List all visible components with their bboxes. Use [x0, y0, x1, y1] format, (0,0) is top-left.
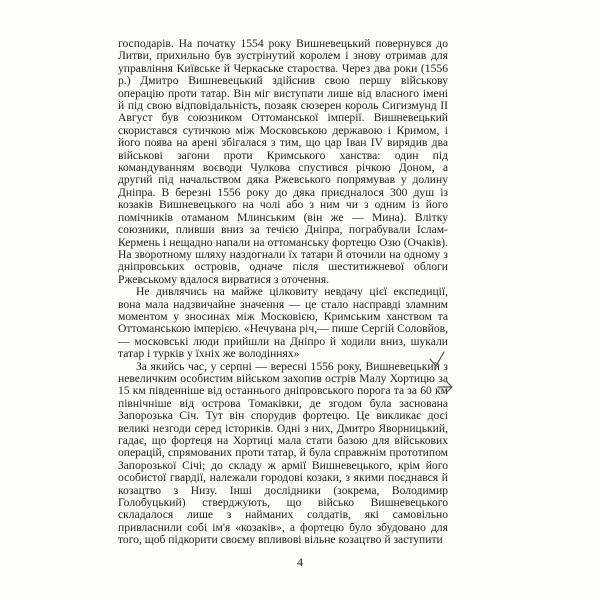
body-text [118, 38, 448, 547]
paragraph-3: За якийсь час, у серпні — вересні 1556 року, Вишневецький з невеличким особистим військом захопив острів Малу Хортицю за 15 км південніше від останнього дніпровського порога та за 60 км північніше від острова Томаківки, де згодом була заснована Запорозька Січ. Тут він спорудив фортецю. Це викликає досі великі незгоди серед істориків. Одні з них, Дмитро Яворницький, гадає, що фортеця на Хортиці мала стати базою для військових операцій, спрямованих проти татар, й була справжнім прототипом Запорозької Січі; до складу ж армії Вишневецького, крім його особистої гвардії, належали городові козаки, з якими поєднався й козацтво з Низу. Інші дослідники (зокрема, Володимир Голобуцький) стверджують, що військо Вишневецького складалося лише з найманих солдатів, які самовільно привласнили собі ім'я «козаків», а фортецю було збудовано для того, щоб підкорити своєму впливові вільне козацтво й заступити [118, 359, 448, 547]
paragraph-1: господарів. На початку 1554 року Вишневецький повернувся до Литви, прихильно був зустрінутий королем і знову отримав для управління Київське й Черкаське староства. Через два роки (1556 р.) Дмитро Вишневецький здійснив свою першу військову операцію проти татар. Він міг виступати лише від власного імені й під свою відповідальність, позаяк сюзерен король Сигизмунд II Август був союзником Оттоманської імперії. Вишневецький скористався сутичкою між Московською державою і Кримом, і його поява на арені збігалася з тим, що цар Іван IV вирядив два військові загони проти Кримського ханства: один під командуванням воєводи Чулкова спустився річкою Доном, а другий під начальством дяка Ржевського попрямував у долину Дніпра. В березні 1556 року до дяка приєдналося 300 душ із козаків Вишневецького на чолі або з ним чи з одним із його помічників отаманом Млинським (він же — Мина). Влітку союзники, пливши вниз за течією Дніпра, пограбували Іслам-Кермень і нещадно напали на оттоманську фортецю Озю (Очаків). На зворотному шляху наздогнали їх татари й оточили на одному з дніпровських островів, одначе після шеститижневої облоги Ржевському вдалося вирватися з оточення. [118, 37, 448, 286]
paragraph-2: Не дивлячись на майже цілковиту невдачу цієї експедиції, вона мала надзвичайне значення — це стало насправді зламним моментом у зносинах між Московією, Кримським ханством та Оттоманською імперією. «Нечувана річ,— пише Сергій Соловйов,— московські люди прийшли на Дніпро й ходили вниз, шукали татар і турків у їхніх же володіннях» [118, 285, 448, 361]
page-number: 4 [297, 555, 303, 569]
